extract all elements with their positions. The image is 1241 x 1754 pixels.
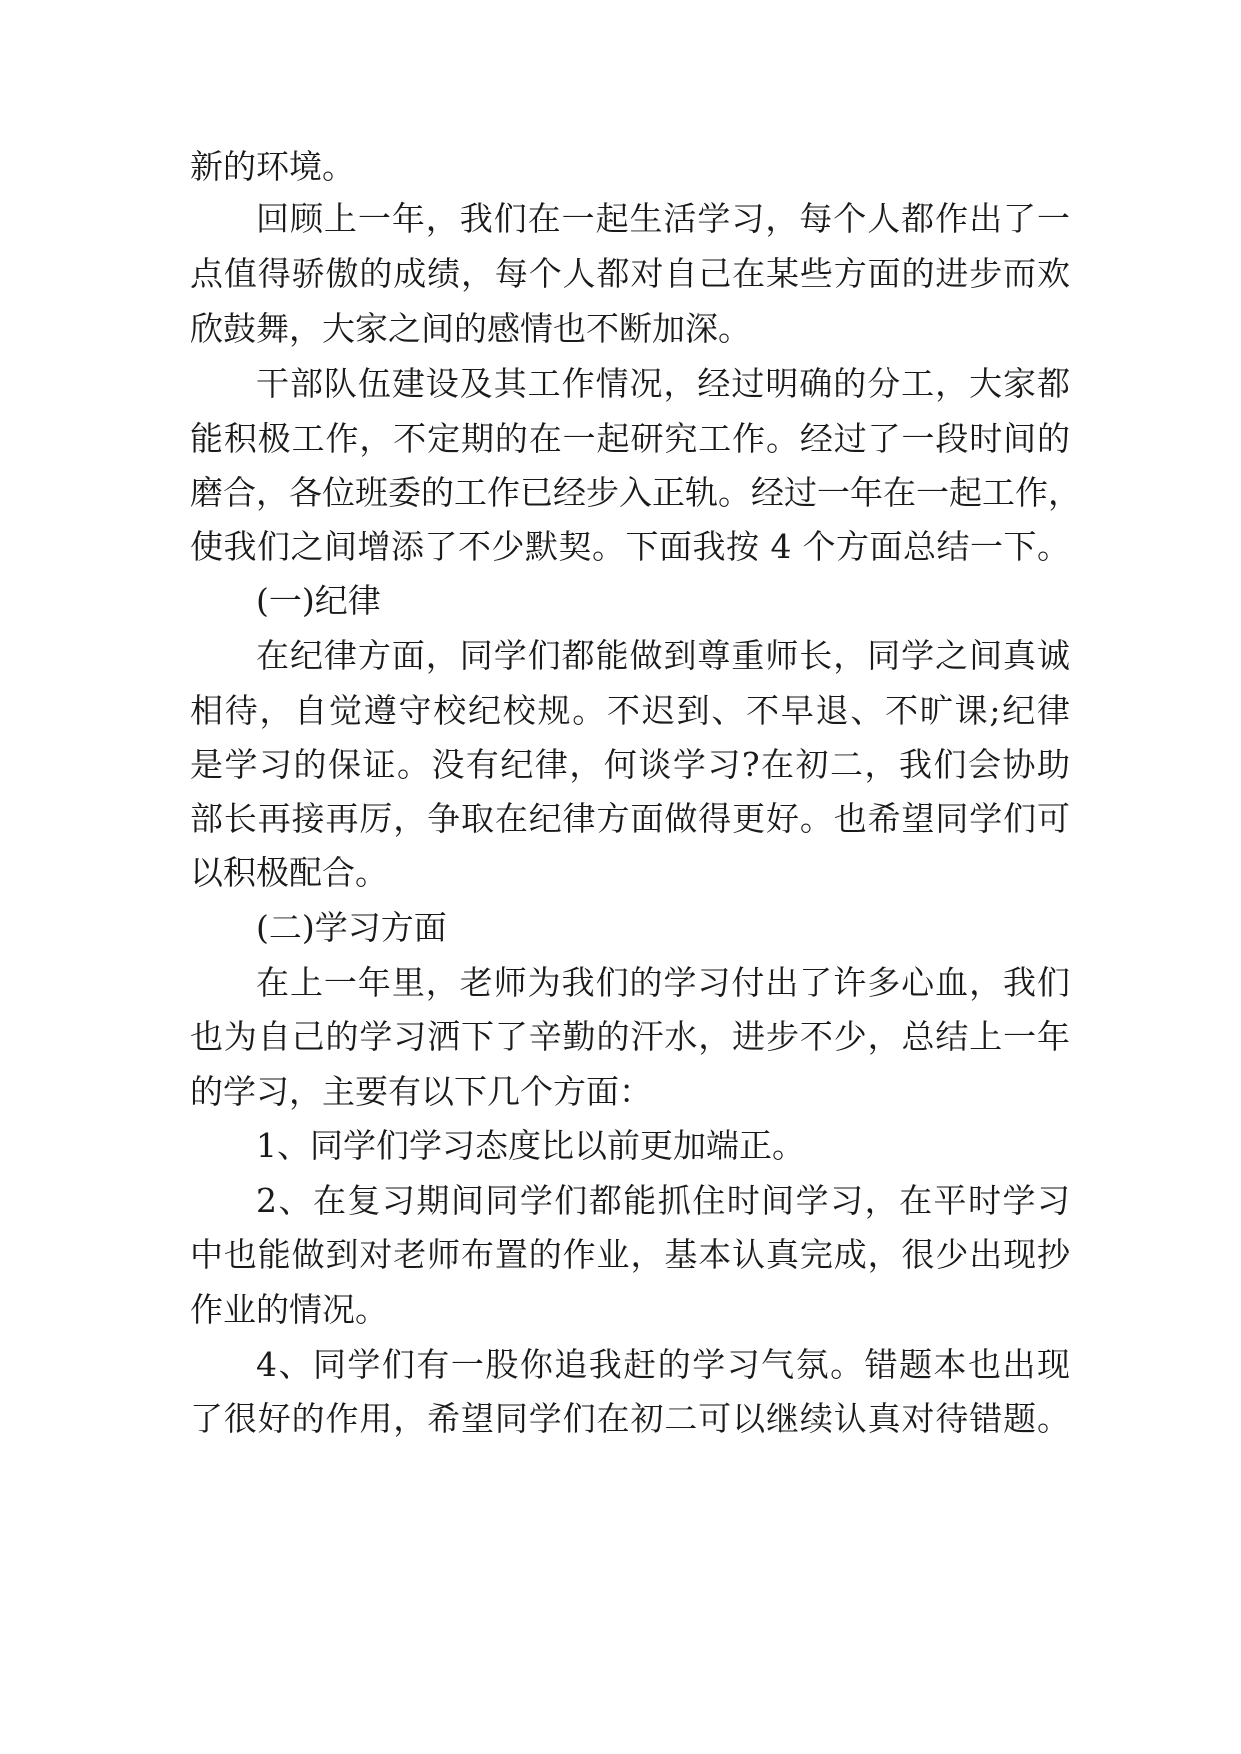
- text-line: 在纪律方面，同学们都能做到尊重师长，同学之间真诚: [256, 636, 1070, 675]
- text-line: 的学习，主要有以下几个方面：: [190, 1072, 652, 1111]
- text-line: 在上一年里，老师为我们的学习付出了许多心血，我们: [256, 963, 1070, 1002]
- text-line: 以积极配合。: [190, 853, 388, 892]
- text-line: 回顾上一年，我们在一起生活学习，每个人都作出了一: [256, 199, 1070, 238]
- text-line: 作业的情况。: [190, 1290, 388, 1329]
- text-line: 点值得骄傲的成绩，每个人都对自己在某些方面的进步而欢: [190, 254, 1070, 293]
- text-line: 中也能做到对老师布置的作业，基本认真完成，很少出现抄: [190, 1235, 1070, 1274]
- list-item: 2、在复习期间同学们都能抓住时间学习，在平时学习: [256, 1181, 1070, 1220]
- text-line: 是学习的保证。没有纪律，何谈学习?在初二，我们会协助: [190, 745, 1070, 784]
- section-heading: (二)学习方面: [256, 908, 447, 947]
- text-line: 欣鼓舞，大家之间的感情也不断加深。: [190, 309, 751, 348]
- text-line: 能积极工作，不定期的在一起研究工作。经过了一段时间的: [190, 419, 1070, 458]
- text-line: 新的环境。: [190, 147, 355, 186]
- section-heading: (一)纪律: [256, 581, 381, 620]
- text-line: 部长再接再厉，争取在纪律方面做得更好。也希望同学们可: [190, 799, 1070, 838]
- list-item: 4、同学们有一股你追我赶的学习气氛。错题本也出现: [256, 1345, 1070, 1384]
- text-line: 磨合，各位班委的工作已经步入正轨。经过一年在一起工作，: [190, 473, 1081, 512]
- text-line: 相待，自觉遵守校纪校规。不迟到、不早退、不旷课;纪律: [190, 691, 1070, 730]
- text-line: 了很好的作用，希望同学们在初二可以继续认真对待错题。: [190, 1399, 1070, 1438]
- text-line: 干部队伍建设及其工作情况，经过明确的分工，大家都: [256, 364, 1070, 403]
- text-line: 使我们之间增添了不少默契。下面我按 4 个方面总结一下。: [190, 527, 1070, 566]
- text-line: 也为自己的学习洒下了辛勤的汗水，进步不少，总结上一年: [190, 1017, 1070, 1056]
- list-item: 1、同学们学习态度比以前更加端正。: [256, 1126, 805, 1165]
